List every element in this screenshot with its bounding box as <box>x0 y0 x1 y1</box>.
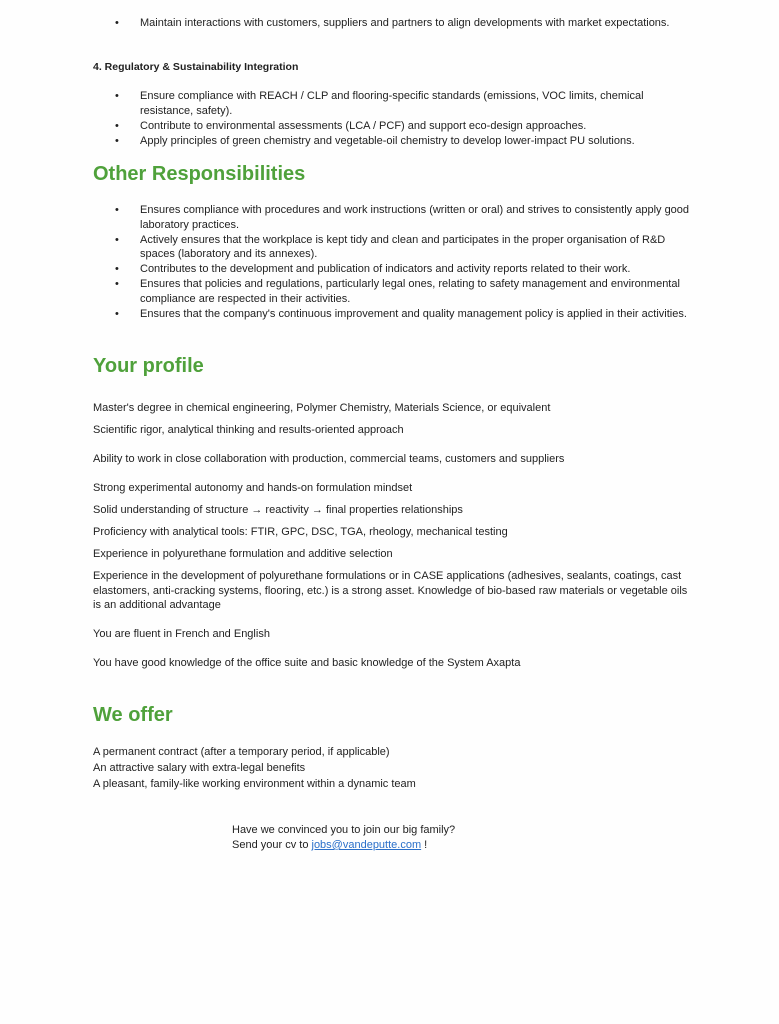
list-item: • Apply principles of green chemistry and vegetable-oil chemistry to develop lower-impact PU solutions. <box>115 134 635 147</box>
list-item: • Contributes to the development and publication of indicators and activity reports related to their work. <box>115 263 631 275</box>
offer-item: A permanent contract (after a temporary period, if applicable) <box>93 746 390 758</box>
profile-item: Solid understanding of structure → reactivity → final properties relationships <box>93 504 463 516</box>
bullet-icon: • <box>115 263 119 275</box>
list-item: • Contribute to environmental assessments (LCA / PCF) and support eco-design approaches. <box>115 119 587 132</box>
profile-item: Proficiency with analytical tools: FTIR, GPC, DSC, TGA, rheology, mechanical testing <box>93 526 508 538</box>
bullet-icon: • <box>115 17 119 29</box>
other-responsibilities-heading: Other Responsibilities <box>93 163 306 185</box>
bullet-icon: • <box>115 204 119 216</box>
list-item: • Ensures that policies and regulations, particularly legal ones, relating to safety management and environmental compliance are respected in their activities. <box>115 278 680 305</box>
your-profile-heading: Your profile <box>93 355 204 377</box>
profile-item: Master's degree in chemical engineering, Polymer Chemistry, Materials Science, or equivalent <box>93 402 551 414</box>
closing-question: Have we convinced you to join our big family? <box>232 824 456 836</box>
profile-item: Ability to work in close collaboration with production, commercial teams, customers and suppliers <box>93 453 565 465</box>
bullet-icon: • <box>115 307 119 320</box>
regulatory-subheading: 4. Regulatory & Sustainability Integration <box>93 61 299 73</box>
bullet-icon: • <box>115 134 119 147</box>
profile-item: Strong experimental autonomy and hands-on formulation mindset <box>93 482 413 494</box>
list-item: • Ensures that the company's continuous improvement and quality management policy is applied in their activities. <box>115 307 687 320</box>
profile-item: You have good knowledge of the office suite and basic knowledge of the System Axapta <box>93 657 521 669</box>
offer-item: An attractive salary with extra-legal benefits <box>93 762 306 774</box>
email-link[interactable]: jobs@vandeputte.com <box>311 839 422 851</box>
bullet-icon: • <box>115 119 119 132</box>
list-item: • Actively ensures that the workplace is kept tidy and clean and participates in the proper organisation of R&D spaces (laboratory and its annexes). <box>115 233 666 260</box>
bullet-icon: • <box>115 233 119 246</box>
profile-item: Experience in polyurethane formulation and additive selection <box>93 548 393 560</box>
regulatory-list <box>112 89 697 149</box>
top-bullet-list <box>112 16 697 31</box>
profile-item: You are fluent in French and English <box>93 628 270 640</box>
bullet-icon: • <box>115 278 119 290</box>
closing-cta: Send your cv to jobs@vandeputte.com ! <box>232 839 428 851</box>
bullet-icon: • <box>115 90 119 102</box>
we-offer-heading: We offer <box>93 704 173 726</box>
list-item: • Ensure compliance with REACH / CLP and flooring-specific standards (emissions, VOC limits, chemical resistance, safety). <box>115 90 644 117</box>
list-item: • Ensures compliance with procedures and work instructions (written or oral) and strives to consistently apply good laboratory practices. <box>115 204 690 231</box>
profile-item: Experience in the development of polyurethane formulations or in CASE applications (adhesives, sealants, coatings, cast elastomers, anti-cracking systems, flooring, etc.) is a strong asset. Knowledge of bio-based raw materials or vegetable oils is an additional advantage <box>93 570 688 611</box>
profile-item: Scientific rigor, analytical thinking and results-oriented approach <box>93 424 404 436</box>
other-responsibilities-list <box>112 203 697 322</box>
offer-item: A pleasant, family-like working environment within a dynamic team <box>93 778 416 790</box>
list-item: • Maintain interactions with customers, suppliers and partners to align developments with market expectations. <box>115 17 670 29</box>
